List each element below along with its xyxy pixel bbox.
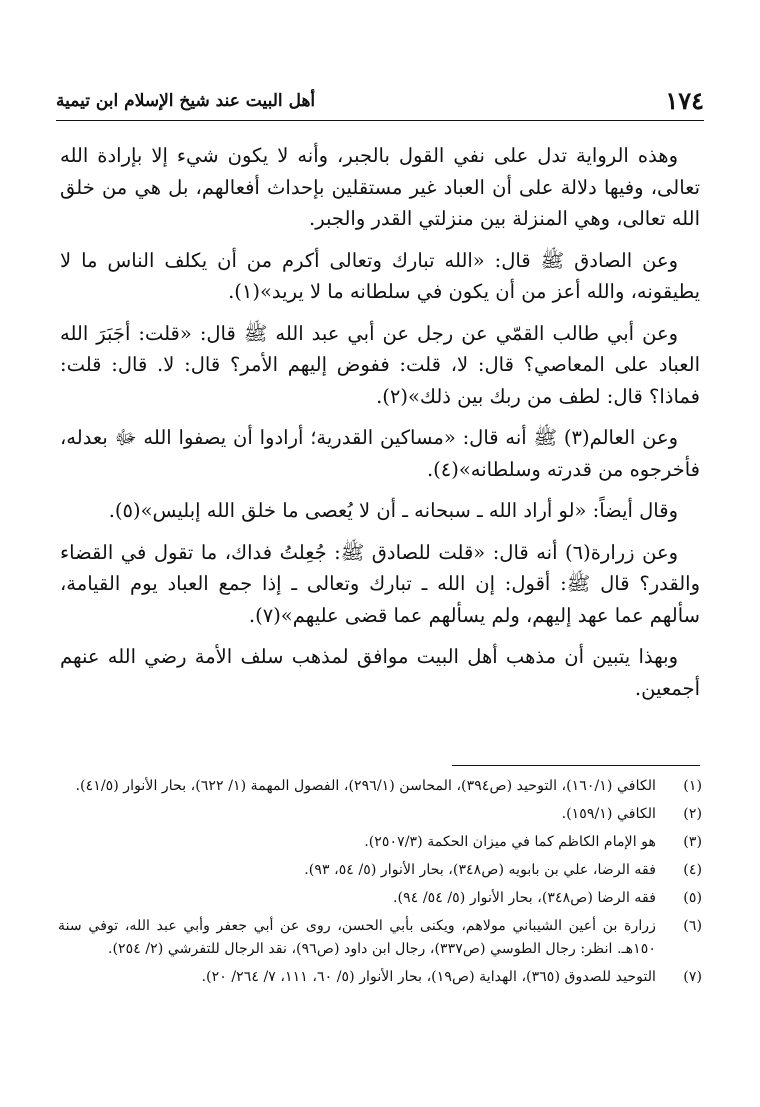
footnote-number: (٢) — [683, 806, 702, 822]
paragraph: وبهذا يتبين أن مذهب أهل البيت موافق لمذهب سلف الأمة رضي الله عنهم أجمعين. — [60, 645, 700, 700]
footnote — [58, 966, 702, 989]
footnote — [58, 887, 702, 910]
footnote — [58, 915, 702, 961]
footnote-number: (٧) — [683, 969, 702, 985]
footnotes — [58, 775, 702, 994]
paragraph: وقال أيضاً: «لو أراد الله ـ سبحانه ـ أن لا يُعصى ما خلق الله إبليس»(٥). — [108, 499, 678, 522]
footnote-text: فقه الرضا، علي بن بابويه (ص٣٤٨)، بحار الأنوار (٥/ ٥٤، ٩٣). — [304, 862, 656, 878]
page-number: ١٧٤ — [665, 86, 704, 115]
paragraph: وعن الصادق ﷺ قال: «الله تبارك وتعالى أكرم من أن يكلف الناس ما لا يطيقونه، والله أعز من أن يكون في سلطانه ما لا يريد»(١). — [60, 248, 700, 303]
page-header — [56, 84, 704, 118]
header-rule — [56, 120, 704, 121]
footnote-separator — [452, 765, 700, 766]
main-text — [60, 140, 700, 710]
footnote — [58, 831, 702, 854]
footnote-text: الكافي (١٥٩/١). — [561, 806, 656, 822]
footnote — [58, 859, 702, 882]
footnote-text: الكافي (١٦٠/١)، التوحيد (ص٣٩٤)، المحاسن (٢٩٦/١)، الفصول المهمة (١/ ٦٢٢)، بحار الأنوار (٤١/٥). — [75, 778, 656, 794]
running-title: أهل البيت عند شيخ الإسلام ابن تيمية — [56, 91, 316, 111]
footnote-text: فقه الرضا (ص٣٤٨)، بحار الأنوار (٥/ ٥٤/ ٩٤). — [393, 890, 656, 906]
footnote-number: (٦) — [683, 918, 702, 934]
footnote-number: (٣) — [683, 834, 702, 850]
paragraph: وعن أبي طالب القمّي عن رجل عن أبي عبد الله ﷺ قال: «قلت: أجَبَرَ الله العباد على المعاصي؟ قال: لا، قلت: ففوض إليهم الأمر؟ قال: لا. قال: قلت: فماذا؟ قال: لطف من ربك بين ذلك»(٢). — [60, 321, 700, 408]
paragraph: وهذه الرواية تدل على نفي القول بالجبر، وأنه لا يكون شيء إلا بإرادة الله تعالى، وفيها دلالة على أن العباد غير مستقلين بإحداث أفعالهم، بل هي من خلق الله تعالى، وهي المنزلة بين منزلتي القدر والجبر. — [60, 144, 700, 230]
paragraph: وعن العالم(٣) ﷺ أنه قال: «مساكين القدرية؛ أرادوا أن يصفوا الله ﷻ بعدله، فأخرجوه من قدرته وسلطانه»(٤). — [60, 426, 700, 481]
footnote-number: (٥) — [683, 890, 702, 906]
footnote — [58, 803, 702, 826]
footnote-text: هو الإمام الكاظم كما في ميزان الحكمة (٢٥٠٧/٣). — [364, 834, 656, 850]
footnote-text: زرارة بن أعين الشيباني مولاهم، ويكنى بأبي الحسن، روى عن أبي جعفر وأبي عبد الله، توفي سنة ١٥٠هـ. انظر: رجال الطوسي (ص٣٣٧)، رجال ابن داود (ص٩٦)، نقد الرجال للتفرشي (٢/ ٢٥٤). — [58, 918, 656, 957]
footnote-number: (١) — [683, 778, 702, 794]
footnote-number: (٤) — [683, 862, 702, 878]
footnote — [58, 775, 702, 798]
footnote-text: التوحيد للصدوق (٣٦٥)، الهداية (ص١٩)، بحار الأنوار (٥/ ٦٠، ١١١، ٧/ ٢٦٤/ ٢٠). — [201, 969, 656, 985]
paragraph: وعن زرارة(٦) أنه قال: «قلت للصادق ﷺ: جُعِلتُ فداك، ما تقول في القضاء والقدر؟ قال ﷺ: أقول: إن الله ـ تبارك وتعالى ـ إذا جمع العباد يوم القيامة، سألهم عما عهد إليهم، ولم يسألهم عما قضى عليهم»(٧). — [60, 540, 700, 627]
